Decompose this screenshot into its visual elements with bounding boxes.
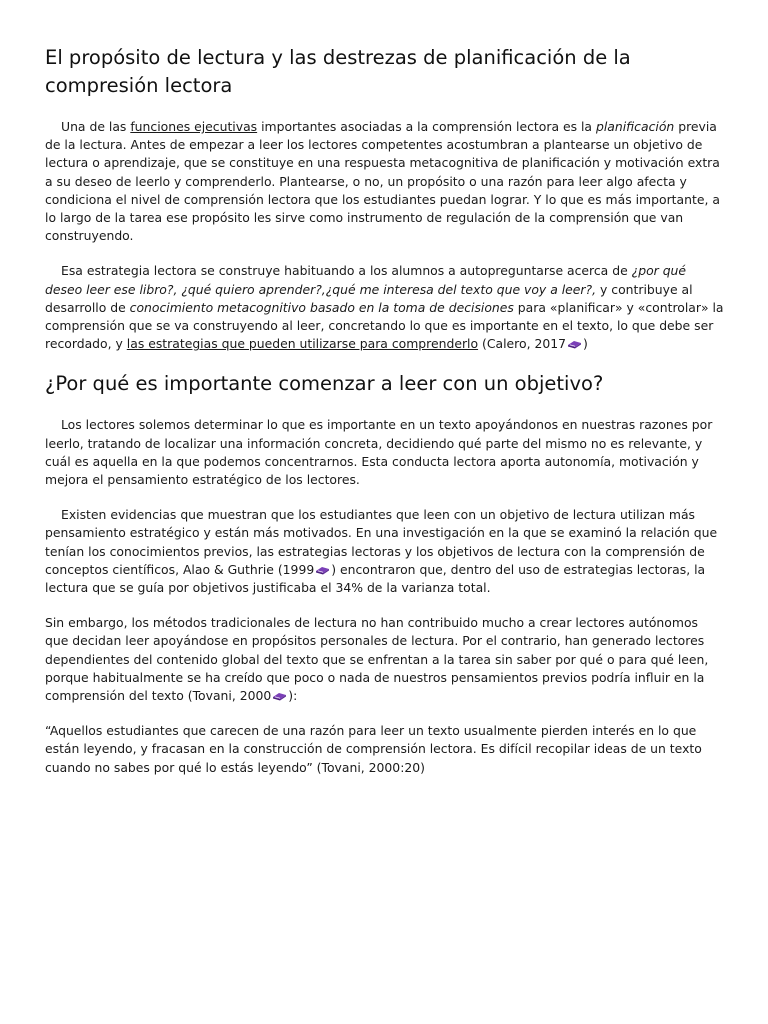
link-funciones-ejecutivas[interactable]: funciones ejecutivas — [130, 119, 258, 134]
paragraph-planificacion — [45, 118, 725, 245]
text-span: Una de las — [61, 119, 131, 134]
text-span: y contribuye al desarrollo de — [45, 281, 693, 315]
book-reference-icon[interactable] — [315, 565, 330, 575]
text-span: (Calero, 2017 — [478, 336, 566, 352]
paragraph-evidencias — [45, 506, 725, 597]
book-reference-icon[interactable] — [272, 691, 287, 701]
text-span: Esa estrategia lectora se construye habituando a los alumnos a autopreguntarse acerca de — [61, 263, 632, 279]
paragraph-estrategia — [45, 262, 725, 353]
text-span: previa de la lectura. Antes de empezar a leer los lectores competentes acostumbran a plantearse un objetivo de lectura o aprendizaje, que se constituye en una respuesta metacognitiva de planificación y motivación extra a su deseo de leerlo y comprenderlo. Plantearse, o no, un propósito o una razón para leer algo afecta y condiciona el nivel de comprensión lectora que los estudiantes puedan lograr. Y lo que es más importante, a lo largo de la tarea ese propósito les sirve como instrumento de regulación de la comprensión que van construyendo. — [45, 119, 720, 244]
link-estrategias[interactable]: las estrategias que pueden utilizarse para comprenderlo — [126, 336, 479, 352]
page-title: El propósito de lectura y las destrezas de planificación de la compresión lectora — [45, 46, 631, 97]
paragraph-sin-embargo — [45, 614, 725, 705]
text-span: ): — [288, 688, 298, 704]
book-reference-icon[interactable] — [567, 339, 582, 349]
text-span: Existen evidencias que muestran que los estudiantes que leen con un objetivo de lectura utilizan más pensamiento estratégico y están más motivados. En una investigación en la que se examinó la relación que tenían los conocimientos previos, las estrategias lectoras y los objetivos de lectura con la comprensión de conceptos científicos, Alao & Guthrie (1999 — [45, 507, 718, 577]
paragraph-lectores: Los lectores solemos determinar lo que es importante en un texto apoyándonos en nuestras razones por leerlo, tratando de localizar una información concreta, decidiendo qué parte del mismo no es relevante, y cuál es aquella en la que podemos concentrarnos. Esta conducta lectora aporta autonomía, motivación y mejora el pensamiento estratégico de los lectores. — [45, 417, 713, 488]
text-span: importantes asociadas a la comprensión lectora es la — [257, 119, 596, 134]
quote-paragraph: “Aquellos estudiantes que carecen de una razón para leer un texto usualmente pierden interés en lo que están leyendo, y fracasan en la construcción de comprensión lectora. Es difícil recopilar ideas de un texto cuando no sabes por qué lo estás leyendo” (Tovani, 2000:20) — [45, 723, 702, 775]
document-page — [45, 44, 725, 794]
emphasis-conocimiento: conocimiento metacognitivo basado en la toma de decisiones — [129, 299, 514, 315]
text-span: Sin embargo, los métodos tradicionales de lectura no han contribuido mucho a crear lectores autónomos que decidan leer apoyándose en propósitos personales de lectura. Por el contrario, han generado lectores dependientes del contenido global del texto que se enfrentan a la tarea sin saber por qué o para qué leen, porque habitualmente se ha creído que poco o nada de nuestros pensamientos previos podría influir en la comprensión del texto (Tovani, 2000 — [45, 615, 709, 704]
section-heading: ¿Por qué es importante comenzar a leer con un objetivo? — [45, 372, 604, 396]
text-span: ) encontraron que, dentro del uso de estrategias lectoras, la lectura que se guía por objetivos justificaba el 34% de la varianza total. — [45, 561, 706, 596]
emphasis-questions: ¿por qué deseo leer ese libro?, ¿qué quiero aprender?,¿qué me interesa del texto que voy a leer?, — [45, 263, 687, 297]
text-span: para «planificar» y «controlar» la comprensión que se va construyendo al leer, concretando lo que es importante en el texto, lo que debe ser recordado, y — [45, 299, 724, 352]
emphasis-planificacion: planificación — [595, 119, 675, 134]
text-span: ) — [582, 336, 588, 352]
